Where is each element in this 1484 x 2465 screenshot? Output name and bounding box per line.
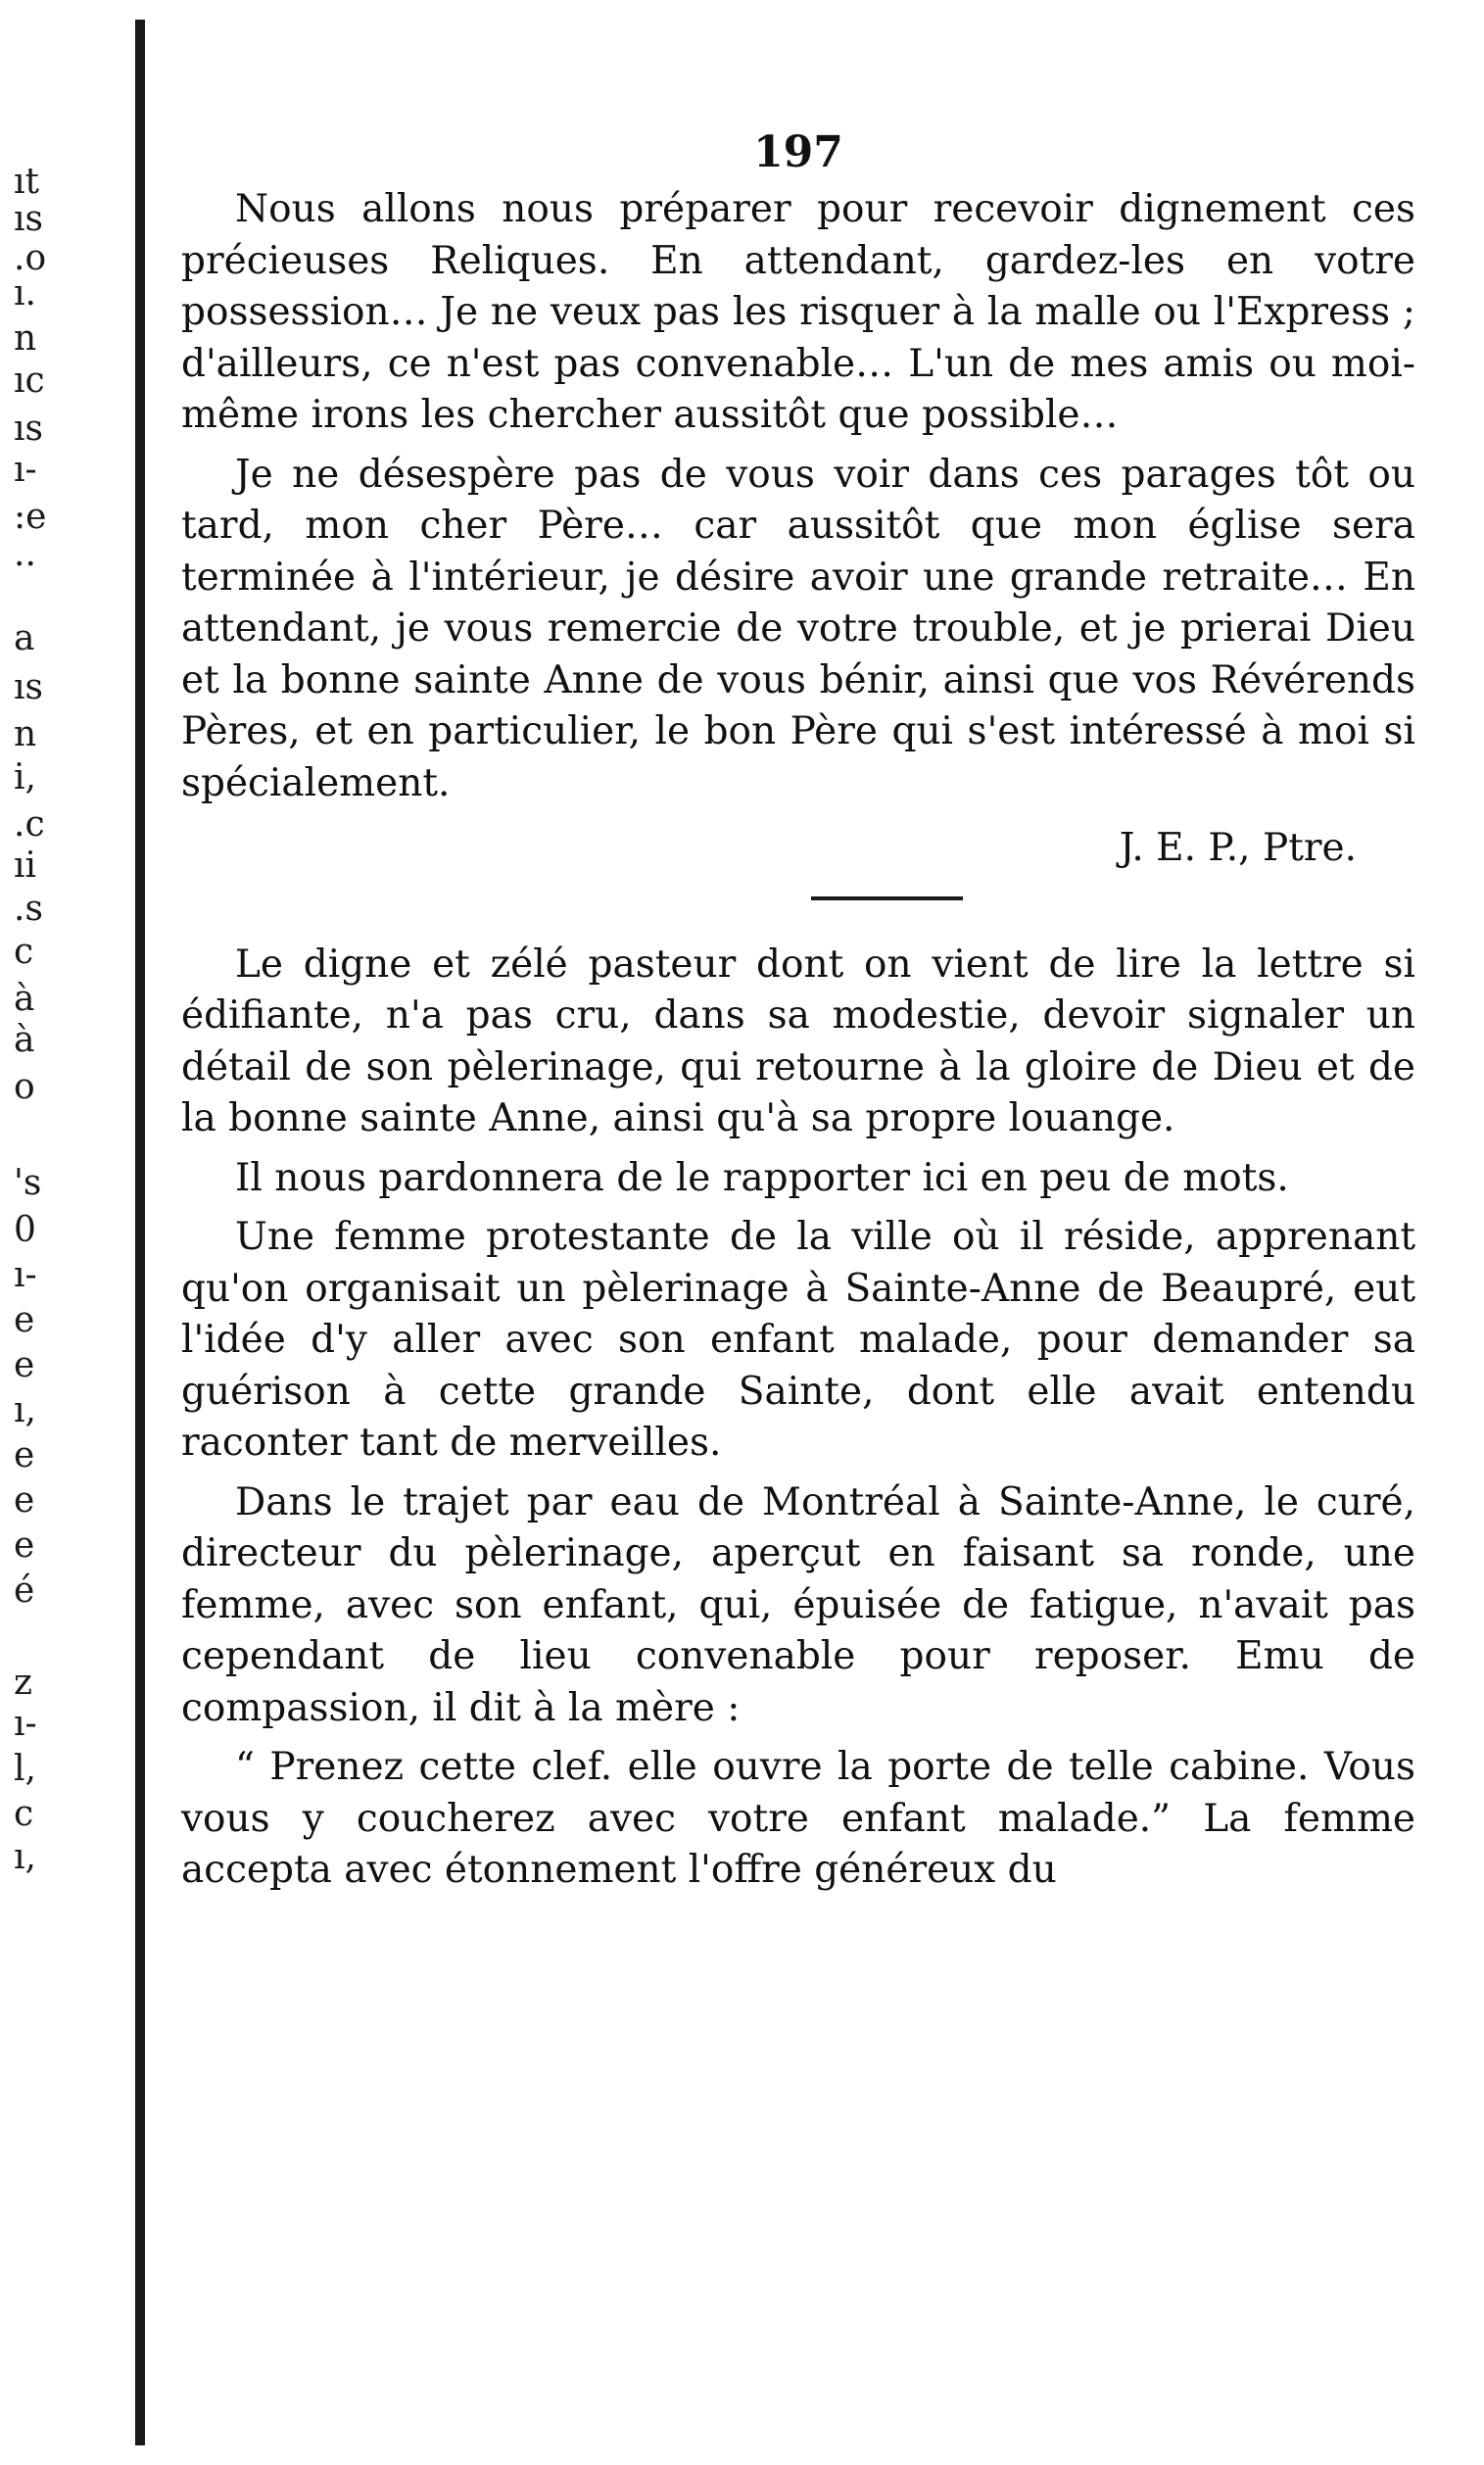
margin-fragment: ı- xyxy=(14,1704,37,1744)
narrative-paragraph: “ Prenez cette clef. elle ouvre la porte de telle cabine. Vous vous y coucherez avec votre enfant malade.” La femme accepta avec étonnement l'offre généreux du xyxy=(181,1745,1415,1892)
margin-fragment: e xyxy=(14,1525,35,1566)
margin-fragment: n xyxy=(14,714,37,754)
margin-fragment: :e xyxy=(14,497,47,537)
narrative-paragraph: Une femme protestante de la ville où il réside, apprenant qu'on organisait un pèlerinage à Sainte-Anne de Beaupré, eut l'idée d'y aller avec son enfant malade, pour demander sa guérison à cette grande Sainte, dont elle avait entendu raconter tant de merveilles. xyxy=(181,1215,1415,1465)
margin-fragment: ıs xyxy=(14,667,43,707)
margin-fragment: .s xyxy=(14,889,43,929)
margin-fragment: c xyxy=(14,1794,34,1834)
margin-fragment: 's xyxy=(14,1163,42,1203)
margin-fragment: e xyxy=(14,1435,35,1475)
margin-fragment: e xyxy=(14,1345,35,1385)
margin-fragment: e xyxy=(14,1480,35,1521)
margin-fragment: ıs xyxy=(14,199,43,239)
margin-fragment: z xyxy=(14,1663,32,1703)
margin-fragment: ı. xyxy=(14,273,36,314)
margin-fragment: e xyxy=(14,1300,35,1340)
narrative-paragraph: Il nous pardonnera de le rapporter ici en peu de mots. xyxy=(235,1155,1289,1200)
margin-fragment: ıi xyxy=(14,846,37,886)
margin-fragment: .. xyxy=(14,534,36,574)
margin-fragment: é xyxy=(14,1571,35,1611)
facing-page-margin xyxy=(0,0,78,2465)
margin-fragment: 0 xyxy=(14,1210,36,1250)
page-number: 197 xyxy=(753,127,843,177)
section-separator xyxy=(811,896,963,900)
margin-fragment: ıc xyxy=(14,361,45,401)
letter-paragraph: Nous allons nous préparer pour recevoir dignement ces précieuses Reliques. En attendant, gardez-les en votre possession… Je ne veux pas les risquer à la malle ou l'Express ; d'ailleurs, ce n'est pas convenable… L'un de mes amis ou moi-même irons les chercher aussitôt que possible… xyxy=(181,187,1415,437)
margin-fragment: à xyxy=(14,979,35,1019)
margin-fragment: .o xyxy=(14,238,47,278)
letter-signature: J. E. P., Ptre. xyxy=(1119,826,1357,870)
margin-fragment: n xyxy=(14,318,37,359)
letter-paragraph: Je ne désespère pas de vous voir dans ces parages tôt ou tard, mon cher Père… car aussitôt que mon église sera terminée à l'intérieur, je désire avoir une grande retraite… En attendant, je vous remercie de votre trouble, et je prierai Dieu et la bonne sainte Anne de vous bénir, ainsi que vos Révérends Pères, et en particulier, le bon Père qui s'est intéressé à moi si spécialement. xyxy=(181,452,1415,805)
margin-fragment: a xyxy=(14,618,35,658)
margin-fragment: l, xyxy=(14,1749,36,1789)
margin-fragment: ı, xyxy=(14,1390,36,1430)
margin-fragment: .c xyxy=(14,804,45,845)
margin-fragment: i, xyxy=(14,757,36,798)
margin-fragment: ı, xyxy=(14,1837,36,1877)
margin-fragment: c xyxy=(14,932,34,972)
margin-fragment: ıs xyxy=(14,409,43,449)
narrative-paragraph: Le digne et zélé pasteur dont on vient de lire la lettre si édifiante, n'a pas cru, dans sa modestie, devoir signaler un détail de son pèlerinage, qui retourne à la gloire de Dieu et de la bonne sainte Anne, ainsi qu'à sa propre louange. xyxy=(181,942,1415,1140)
margin-fragment: ı- xyxy=(14,1255,37,1295)
binding-gutter xyxy=(135,20,145,2445)
margin-fragment: o xyxy=(14,1067,35,1107)
margin-fragment: ıt xyxy=(14,162,39,202)
narrative-paragraph: Dans le trajet par eau de Montréal à Sainte-Anne, le curé, directeur du pèlerinage, aperçut en faisant sa ronde, une femme, avec son enfant, qui, épuisée de fatigue, n'avait pas cependant de lieu convenable pour reposer. Emu de compassion, il dit à la mère : xyxy=(181,1479,1415,1730)
margin-fragment: ı- xyxy=(14,450,37,490)
book-page xyxy=(181,127,1415,1897)
margin-fragment: à xyxy=(14,1020,35,1060)
